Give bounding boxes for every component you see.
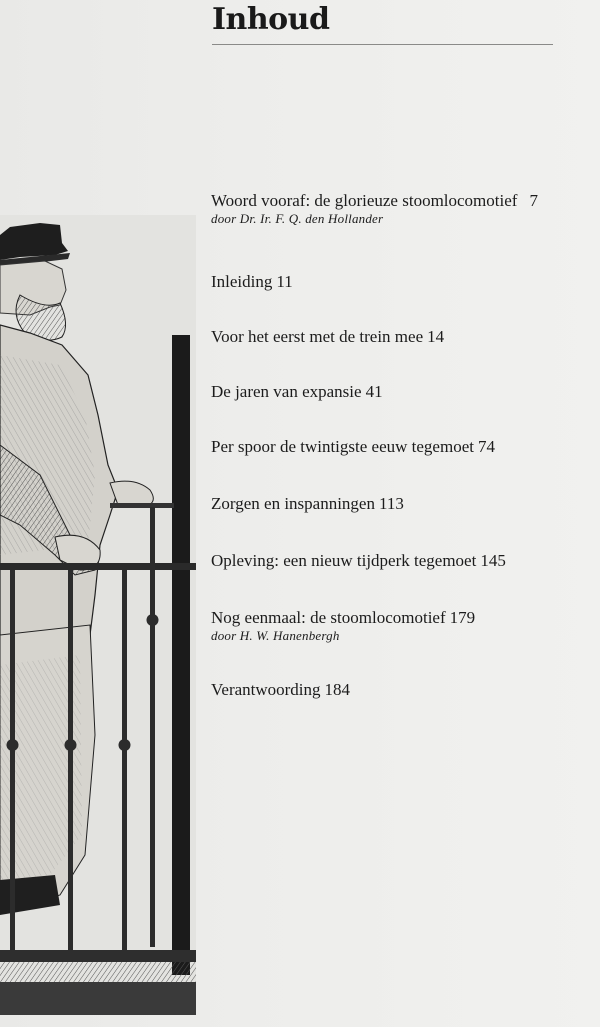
- toc-entry-acknowledgements: [211, 680, 350, 700]
- toc-entry-chapter-1: [211, 327, 444, 347]
- toc-entry-page: 145: [480, 551, 506, 570]
- toc-entry-page: 11: [276, 272, 293, 291]
- toc-entry-page: 41: [365, 382, 383, 401]
- toc-entry-author: door Dr. Ir. F. Q. den Hollander: [211, 211, 384, 226]
- toc-entry-title: Zorgen en inspanningen: [211, 494, 375, 513]
- toc-entry-page: 74: [477, 437, 495, 456]
- toc-entry-chapter-4: [211, 494, 404, 514]
- toc-entry-title: Per spoor de twintigste eeuw tegemoet: [211, 437, 474, 456]
- toc-entry-page: 179: [449, 608, 476, 627]
- toc-entry-foreword: [211, 191, 538, 227]
- toc-entry-title: Opleving: een nieuw tijdperk tegemoet: [211, 551, 477, 570]
- toc-entry-title: Voor het eerst met de trein mee: [211, 327, 424, 346]
- title-divider: [212, 44, 553, 45]
- toc-entry-chapter-3: [211, 437, 495, 457]
- toc-entry-page: 184: [324, 680, 351, 699]
- toc-entry-page: 14: [427, 327, 445, 346]
- railing-post: [172, 335, 190, 975]
- toc-entry-title: De jaren van expansie: [211, 382, 362, 401]
- page-title: Inhoud: [212, 2, 330, 37]
- toc-entry-title: Nog eenmaal: de stoomlocomotief: [211, 608, 446, 627]
- toc-entry-introduction: [211, 272, 293, 292]
- toc-entry-title: Verantwoording: [211, 680, 321, 699]
- conductor-illustration: [0, 215, 196, 1015]
- toc-entry-title: Inleiding: [211, 272, 273, 291]
- toc-entry-title: Woord vooraf: de glorieuze stoomlocomotief: [211, 191, 518, 210]
- toc-entry-afterword: [211, 608, 475, 644]
- toc-entry-author: door H. W. Hanenbergh: [211, 628, 340, 643]
- toc-entry-page: 113: [378, 494, 404, 513]
- toc-entry-page: 7: [529, 191, 538, 210]
- toc-entry-chapter-2: [211, 382, 383, 402]
- toc-entry-chapter-5: [211, 551, 506, 571]
- railing-top-rail: [0, 563, 196, 570]
